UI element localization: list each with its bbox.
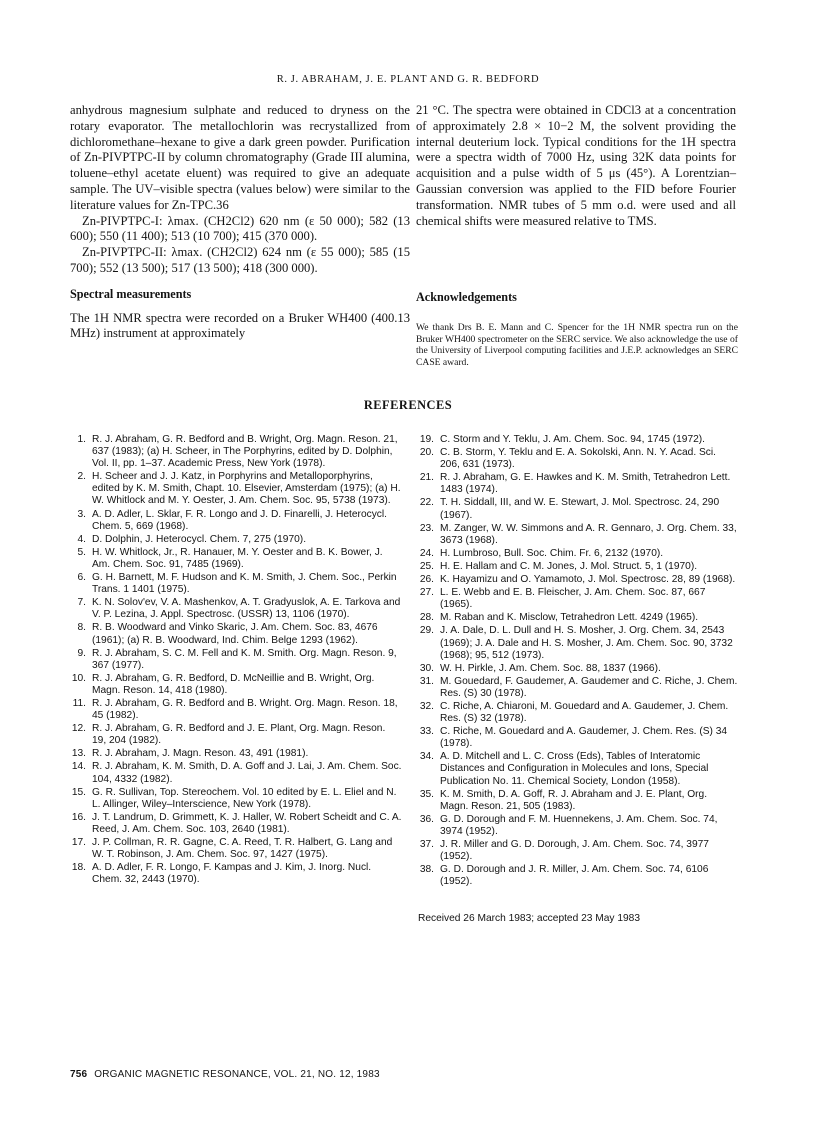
acknowledgements-text: We thank Drs B. E. Mann and C. Spencer for the 1H NMR spectra run on the Bruker WH400 spectrometer on the SERC service. We also acknowledge the use of the University of Liverpool computing facilities and J.E.P. acknowledges an SERC CASE award.	[416, 322, 738, 368]
reference-number: 38.	[419, 864, 434, 876]
reference-text: J. R. Miller and G. D. Dorough, J. Am. Chem. Soc. 74, 3977 (1952).	[440, 839, 709, 863]
paragraph: Zn-PIVPTPC-I: λmax. (CH2Cl2) 620 nm (ε 50 000); 582 (13 600); 550 (11 400); 513 (10 700); 415 (370 000).	[70, 213, 410, 244]
reference-number: 22.	[419, 497, 434, 509]
reference-item	[70, 622, 402, 646]
page-number: 756	[70, 1069, 88, 1080]
reference-text: M. Zanger, W. W. Simmons and A. R. Gennaro, J. Org. Chem. 33, 3673 (1968).	[440, 522, 737, 546]
reference-item	[70, 862, 402, 886]
section-heading: Spectral measurements	[70, 286, 192, 301]
reference-text: G. H. Barnett, M. F. Hudson and K. M. Smith, J. Chem. Soc., Perkin Trans. 1 1401 (1975).	[92, 572, 397, 596]
references-list-left	[70, 434, 402, 887]
reference-item	[70, 509, 402, 533]
reference-text: M. Raban and K. Misclow, Tetrahedron Lett. 4249 (1965).	[440, 612, 699, 624]
reference-number: 16.	[71, 811, 86, 823]
right-text-column	[416, 103, 736, 229]
reference-item	[70, 572, 402, 596]
reference-number: 19.	[419, 434, 434, 445]
reference-item	[418, 701, 738, 725]
reference-text: R. J. Abraham, G. R. Bedford, D. McNeillie and B. Wright, Org. Magn. Reson. 14, 418 (1980).	[92, 672, 375, 696]
reference-text: A. D. Adler, L. Sklar, F. R. Longo and J. D. Finarelli, J. Heterocycl. Chem. 5, 669 (1968).	[92, 508, 387, 532]
reference-item	[70, 673, 402, 697]
page-footer	[70, 1069, 380, 1080]
reference-text: K. M. Smith, D. A. Goff, R. J. Abraham and J. E. Plant, Org. Magn. Reson. 21, 505 (1983).	[440, 788, 708, 812]
reference-item	[418, 676, 738, 700]
reference-item	[70, 748, 402, 760]
reference-item	[70, 547, 402, 571]
reference-text: J. A. Dale, D. L. Dull and H. S. Mosher, J. Org. Chem. 34, 2543 (1969); J. A. Dale and H. S. Mosher, J. Am. Chem. Soc. 90, 3732 (1968); 95, 512 (1973).	[440, 625, 733, 661]
reference-number: 26.	[419, 574, 434, 586]
reference-text: T. H. Siddall, III, and W. E. Stewart, J. Mol. Spectrosc. 24, 290 (1967).	[440, 497, 720, 521]
reference-item	[70, 837, 402, 861]
reference-number: 37.	[419, 839, 434, 850]
reference-number: 29.	[419, 625, 434, 637]
journal-citation: ORGANIC MAGNETIC RESONANCE, VOL. 21, NO. 12, 1983	[94, 1069, 380, 1080]
reference-number: 2.	[77, 471, 86, 483]
reference-item	[418, 574, 738, 586]
left-text-column	[70, 103, 410, 342]
reference-item	[418, 814, 738, 838]
reference-item	[70, 787, 402, 811]
reference-item	[70, 597, 402, 621]
reference-text: R. J. Abraham, G. R. Bedford and J. E. Plant, Org. Magn. Reson. 19, 204 (1982).	[92, 723, 386, 747]
reference-number: 10.	[71, 672, 86, 684]
reference-text: R. J. Abraham, S. C. M. Fell and K. M. Smith. Org. Magn. Reson. 9, 367 (1977).	[92, 647, 397, 671]
reference-number: 17.	[71, 837, 86, 848]
paragraph: Zn-PIVPTPC-II: λmax. (CH2Cl2) 624 nm (ε 55 000); 585 (15 700); 552 (13 500); 517 (13 500); 418 (300 000).	[70, 245, 410, 275]
reference-text: J. P. Collman, R. R. Gagne, C. A. Reed, T. R. Halbert, G. Lang and W. T. Robinson, J. Am. Chem. Soc. 97, 1427 (1975).	[92, 837, 393, 861]
reference-item	[418, 497, 738, 521]
reference-number: 8.	[77, 622, 86, 634]
reference-text: R. J. Abraham, G. R. Bedford and B. Wright, Org. Magn. Reson. 21, 637 (1983); (a) H. Scheer, in The Porphyrins, edited by D. Dolphin, Vol. II, pp. 1–37. Academic Press, New York (1978).	[92, 434, 398, 470]
reference-text: G. D. Dorough and J. R. Miller, J. Am. Chem. Soc. 74, 6106 (1952).	[440, 864, 709, 888]
reference-number: 32.	[419, 700, 434, 712]
reference-number: 6.	[77, 572, 86, 584]
reference-item	[418, 625, 738, 661]
reference-number: 23.	[419, 522, 434, 534]
reference-item	[70, 534, 402, 546]
reference-number: 1.	[77, 434, 86, 445]
reference-text: G. R. Sullivan, Top. Stereochem. Vol. 10 edited by E. L. Eliel and N. L. Allinger, Wiley–Interscience, New York (1978).	[92, 786, 397, 810]
reference-item	[418, 726, 738, 750]
reference-text: R. J. Abraham, G. R. Bedford and B. Wright. Org. Magn. Reson. 18, 45 (1982).	[92, 697, 398, 722]
reference-number: 12.	[71, 723, 86, 735]
reference-number: 36.	[419, 813, 434, 825]
reference-text: M. Gouedard, F. Gaudemer, A. Gaudemer and C. Riche, J. Chem. Res. (S) 30 (1978).	[440, 675, 738, 699]
reference-text: J. T. Landrum, D. Grimmett, K. J. Haller, W. Robert Scheidt and C. A. Reed, J. Am. Chem. Soc. 103, 2640 (1981).	[92, 811, 402, 835]
reference-number: 34.	[419, 751, 434, 763]
paragraph: 21 °C. The spectra were obtained in CDCl3 at a concentration of approximately 2.8 × 10−2 M, the solvent providing the internal deuterium lock. Typical conditions for the 1H spectra were a spectra width of 7000 Hz, using 32K data points for acquisition and a pulse width of 5 μs (45°). A Lorentzian–Gaussian conversion was applied to the FID before Fourier transformation. NMR tubes of 5 mm o.d. were used and all chemical shifts were measured relative to TMS.	[416, 103, 736, 228]
reference-text: K. N. Solov'ev, V. A. Mashenkov, A. T. Gradyuslok, A. E. Tarkova and V. P. Lezina, J. Appl. Spectrosc. (USSR) 13, 1106 (1970).	[92, 597, 401, 621]
reference-text: H. E. Hallam and C. M. Jones, J. Mol. Struct. 5, 1 (1970).	[440, 560, 698, 572]
reference-number: 14.	[71, 761, 86, 773]
reference-text: L. E. Webb and E. B. Fleischer, J. Am. Chem. Soc. 87, 667 (1965).	[440, 587, 706, 611]
reference-item	[70, 434, 402, 470]
reference-item	[418, 789, 738, 813]
reference-text: A. D. Mitchell and L. C. Cross (Eds), Tables of Interatomic Distances and Configuration in Molecules and Ions, Special Publication No. 11. Chemical Society, London (1958).	[440, 751, 709, 787]
paragraph: anhydrous magnesium sulphate and reduced to dryness on the rotary evaporator. The metallochlorin was recrystallized from dichloromethane–hexane to give a dark green powder. Purification of Zn-PIVPTPC-II by column chromatography (Grade III alumina, toluene–ethyl acetate eluent) was required to give an adequate sample. The UV–visible spectra (values below) were similar to the literature values for Zn-TPC.36	[70, 103, 410, 212]
acknowledgements-heading: Acknowledgements	[416, 290, 517, 304]
reference-item	[418, 523, 738, 547]
reference-number: 18.	[71, 862, 86, 874]
reference-text: H. W. Whitlock, Jr., R. Hanauer, M. Y. Oester and B. K. Bower, J. Am. Chem. Soc. 91, 7485 (1969).	[92, 546, 383, 570]
reference-number: 9.	[77, 647, 86, 659]
reference-item	[70, 723, 402, 747]
received-date: Received 26 March 1983; accepted 23 May 1983	[418, 913, 641, 924]
references-title: REFERENCES	[363, 398, 453, 412]
reference-number: 20.	[419, 447, 434, 459]
reference-number: 35.	[419, 788, 434, 800]
reference-number: 15.	[71, 786, 86, 798]
reference-item	[70, 761, 402, 785]
reference-number: 27.	[419, 587, 434, 599]
reference-item	[418, 751, 738, 787]
reference-item	[418, 839, 738, 863]
reference-text: C. Storm and Y. Teklu, J. Am. Chem. Soc. 94, 1745 (1972).	[440, 434, 706, 445]
reference-item	[418, 434, 738, 446]
running-head: R. J. ABRAHAM, J. E. PLANT AND G. R. BEDFORD	[276, 74, 540, 85]
reference-item	[70, 812, 402, 836]
reference-item	[70, 648, 402, 672]
reference-text: C. Riche, M. Gouedard and A. Gaudemer, J. Chem. Res. (S) 34 (1978).	[440, 726, 728, 750]
reference-number: 5.	[77, 546, 86, 558]
reference-number: 13.	[71, 748, 86, 760]
reference-item	[418, 447, 738, 471]
reference-item	[418, 561, 738, 573]
reference-number: 31.	[419, 675, 434, 687]
references-list-right	[418, 434, 738, 889]
paragraph: The 1H NMR spectra were recorded on a Bruker WH400 (400.13 MHz) instrument at approximately	[70, 310, 410, 341]
reference-item	[418, 548, 738, 560]
reference-text: R. J. Abraham, J. Magn. Reson. 43, 491 (1981).	[92, 748, 309, 760]
reference-text: G. D. Dorough and F. M. Huennekens, J. Am. Chem. Soc. 74, 3974 (1952).	[440, 813, 718, 837]
reference-text: W. H. Pirkle, J. Am. Chem. Soc. 88, 1837 (1966).	[440, 662, 661, 674]
reference-text: C. B. Storm, Y. Teklu and E. A. Sokolski, Ann. N. Y. Acad. Sci. 206, 631 (1973).	[440, 447, 716, 471]
reference-text: A. D. Adler, F. R. Longo, F. Kampas and J. Kim, J. Inorg. Nucl. Chem. 32, 2443 (1970).	[92, 862, 372, 886]
reference-number: 4.	[77, 533, 86, 545]
reference-number: 30.	[419, 662, 434, 674]
reference-number: 33.	[419, 726, 434, 738]
reference-item	[418, 663, 738, 675]
reference-number: 28.	[419, 612, 434, 624]
reference-number: 21.	[419, 472, 434, 484]
reference-text: K. Hayamizu and O. Yamamoto, J. Mol. Spectrosc. 28, 89 (1968).	[440, 574, 736, 586]
reference-item	[418, 864, 738, 888]
reference-number: 7.	[77, 597, 86, 609]
reference-item	[70, 698, 402, 722]
reference-text: R. J. Abraham, G. E. Hawkes and K. M. Smith, Tetrahedron Lett. 1483 (1974).	[440, 472, 731, 496]
reference-number: 11.	[72, 697, 86, 709]
reference-number: 24.	[419, 547, 434, 559]
reference-number: 25.	[419, 560, 434, 572]
reference-text: R. J. Abraham, K. M. Smith, D. A. Goff and J. Lai, J. Am. Chem. Soc. 104, 4332 (1982).	[92, 761, 402, 785]
reference-text: C. Riche, A. Chiaroni, M. Gouedard and A. Gaudemer, J. Chem. Res. (S) 32 (1978).	[440, 700, 729, 725]
reference-item	[418, 472, 738, 496]
reference-item	[70, 471, 402, 507]
reference-text: D. Dolphin, J. Heterocycl. Chem. 7, 275 (1970).	[92, 533, 307, 545]
reference-text: H. Scheer and J. J. Katz, in Porphyrins and Metalloporphyrins, edited by K. M. Smith, Chapt. 10. Elsevier, Amsterdam (1975); (a) H. W. Whitlock and M. Y. Oester, J. Am. Chem. Soc. 95, 5738 (1973).	[92, 471, 401, 507]
reference-item	[418, 612, 738, 624]
reference-text: H. Lumbroso, Bull. Soc. Chim. Fr. 6, 2132 (1970).	[440, 547, 664, 559]
reference-item	[418, 587, 738, 611]
reference-number: 3.	[77, 508, 86, 520]
reference-text: R. B. Woodward and Vinko Skaric, J. Am. Chem. Soc. 83, 4676 (1961); (a) R. B. Woodward, Ind. Chim. Belge 1293 (1962).	[92, 622, 378, 646]
